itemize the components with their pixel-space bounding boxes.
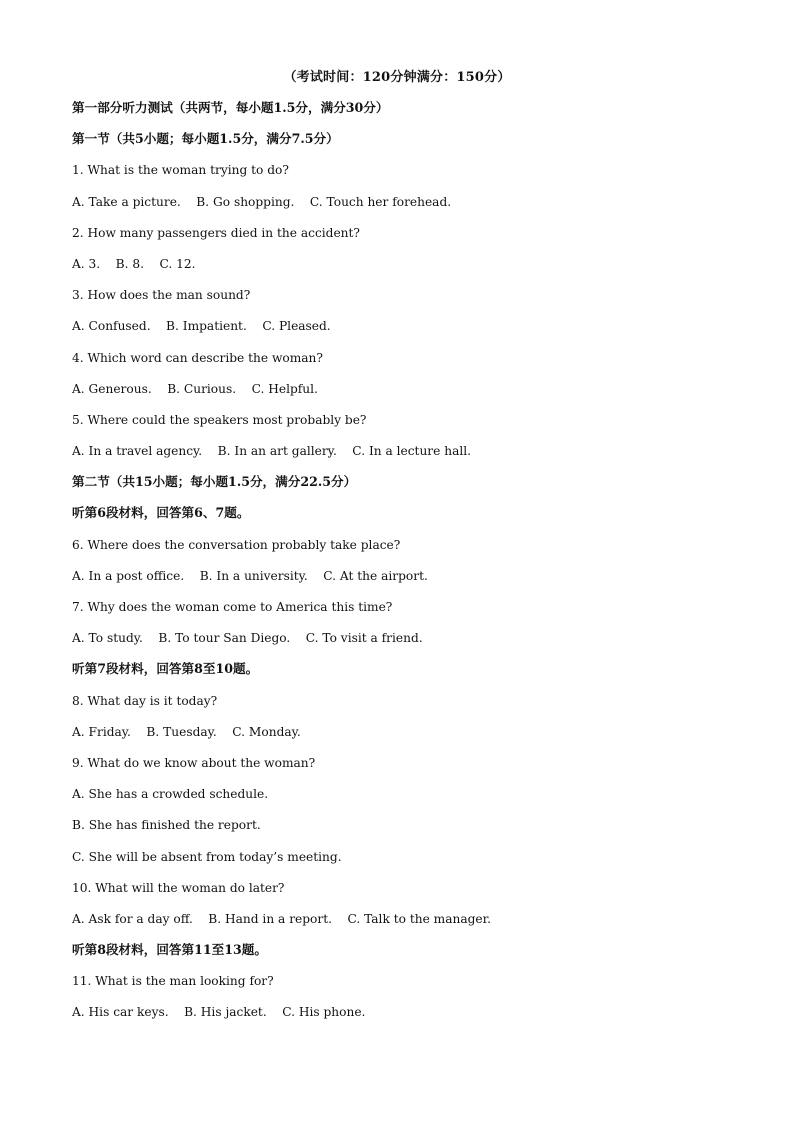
question-text: 8. What day is it today? [72, 693, 218, 708]
answer-options: B. She has finished the report. [72, 818, 261, 833]
answer-options: A. 3. B. 8. C. 12. [72, 256, 196, 271]
answer-options: A. Ask for a day off. B. Hand in a report. C. Talk to the manager. [72, 911, 491, 926]
question-text: 3. How does the man sound? [72, 288, 251, 303]
question-list [72, 97, 732, 1033]
exam-time-header: （考试时间：120分钟满分：150分） [283, 70, 511, 85]
section-heading: 第二节（共15小题；每小题1.5分，满分22.5分） [72, 474, 357, 490]
answer-options: A. In a post office. B. In a university. C. At the airport. [72, 568, 428, 583]
question-text: 9. What do we know about the woman? [72, 755, 316, 770]
section-heading: 第一部分听力测试（共两节，每小题1.5分，满分30分） [72, 100, 389, 115]
answer-options: A. Confused. B. Impatient. C. Pleased. [72, 319, 331, 334]
answer-options: A. Take a picture. B. Go shopping. C. Touch her forehead. [72, 194, 452, 209]
answer-options: C. She will be absent from today’s meeting. [72, 849, 342, 864]
section-heading: 听第8段材料，回答第11至13题。 [72, 942, 267, 958]
section-heading: 听第6段材料，回答第6、7题。 [72, 505, 250, 521]
answer-options: A. To study. B. To tour San Diego. C. To visit a friend. [72, 631, 423, 646]
answer-options: A. Friday. B. Tuesday. C. Monday. [72, 724, 301, 739]
question-text: 4. Which word can describe the woman? [72, 350, 323, 365]
answer-options: A. She has a crowded schedule. [72, 787, 269, 802]
question-text: 6. Where does the conversation probably take place? [72, 537, 401, 552]
question-text: 5. Where could the speakers most probably be? [72, 412, 367, 427]
question-text: 7. Why does the woman come to America this time? [72, 600, 393, 614]
question-text: 10. What will the woman do later? [72, 880, 285, 895]
question-text: 1. What is the woman trying to do? [72, 163, 289, 178]
answer-options: A. Generous. B. Curious. C. Helpful. [72, 381, 318, 396]
answer-options: A. His car keys. B. His jacket. C. His phone. [72, 1005, 366, 1020]
answer-options: A. In a travel agency. B. In an art gallery. C. In a lecture hall. [72, 444, 472, 459]
section-heading: 第一节（共5小题；每小题1.5分，满分7.5分） [72, 131, 339, 147]
section-heading: 听第7段材料，回答第8至10题。 [72, 661, 259, 677]
question-text: 11. What is the man looking for? [72, 974, 274, 989]
question-text: 2. How many passengers died in the accident? [72, 225, 360, 240]
